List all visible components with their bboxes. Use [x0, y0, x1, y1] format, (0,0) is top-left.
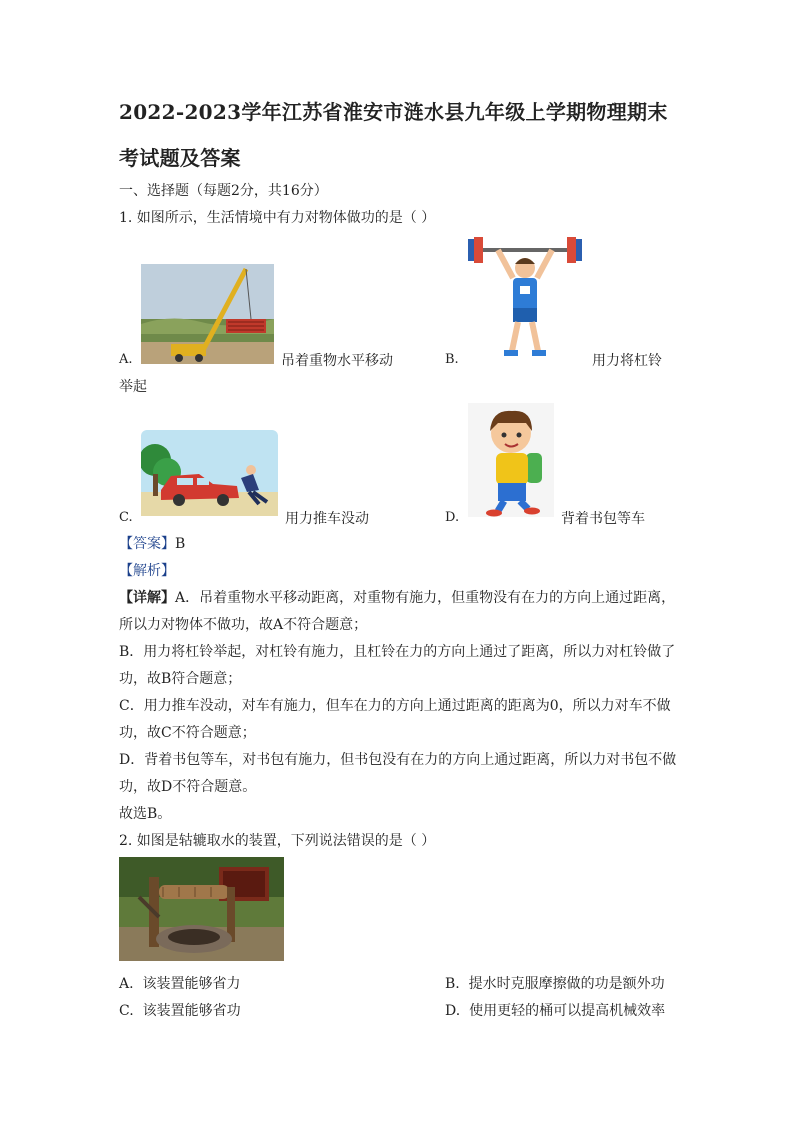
- well-windlass-image: [119, 857, 284, 961]
- q1-option-c-text: 用力推车没动: [285, 511, 369, 527]
- question-2-stem: 2. 如图是轱辘取水的装置，下列说法错误的是（ ）: [119, 833, 436, 849]
- detail-line-6: 功，故C不符合题意；: [119, 725, 256, 741]
- q2-option-c-label: C.: [119, 1003, 134, 1019]
- q1-option-b-label: B.: [445, 352, 459, 367]
- detail-line-8: 功，故D不符合题意。: [119, 779, 257, 795]
- pushing-car-image: [141, 430, 278, 516]
- q2-option-b: [445, 973, 665, 993]
- q1-option-d-text: 背着书包等车: [561, 511, 645, 527]
- q2-option-b-label: B.: [445, 976, 460, 992]
- q1-option-d-label: D.: [445, 510, 460, 525]
- section-heading: 一、选择题（每题2分，共16分）: [119, 183, 328, 199]
- detail-line-1: [119, 587, 675, 607]
- detail-line-2: 所以力对物体不做功，故A不符合题意；: [119, 617, 368, 633]
- q1-answer-line: [119, 533, 185, 553]
- page-title-line-2: 考试题及答案: [119, 146, 241, 170]
- weightlifter-image: [468, 236, 582, 362]
- detail-line-7: D．背着书包等车，对书包有施力，但书包没有在力的方向上通过距离，所以力对书包不做: [119, 752, 677, 768]
- crane-image: [141, 264, 274, 364]
- q2-option-a: [119, 973, 240, 993]
- detail-text-1: A．吊着重物水平移动距离，对重物有施力，但重物没有在力的方向上通过距离，: [175, 590, 676, 606]
- detail-line-3: B．用力将杠铃举起，对杠铃有施力，且杠铃在力的方向上通过了距离，所以力对杠铃做了: [119, 644, 676, 660]
- detail-line-9: 故选B。: [119, 806, 172, 822]
- q2-option-b-text: 提水时克服摩擦做的功是额外功: [468, 976, 665, 992]
- q1-option-a-text: 吊着重物水平移动: [281, 353, 393, 369]
- q1-option-a-label: A.: [119, 352, 133, 367]
- analysis-tag: 【解析】: [119, 563, 175, 579]
- q2-option-a-label: A.: [119, 976, 134, 992]
- answer-tag: 【答案】: [119, 536, 175, 552]
- q1-option-b-text: 用力将杠铃: [592, 353, 662, 369]
- q2-option-d-text: 使用更轻的桶可以提高机械效率: [469, 1003, 666, 1019]
- question-1-stem: 1. 如图所示，生活情境中有力对物体做功的是（ ）: [119, 210, 436, 226]
- page-title-line-1: 2022-2023学年江苏省淮安市涟水县九年级上学期物理期末: [119, 100, 668, 124]
- q2-option-d-label: D.: [445, 1003, 461, 1019]
- q2-option-a-text: 该装置能够省力: [142, 976, 241, 992]
- detail-line-4: 功，故B符合题意；: [119, 671, 242, 687]
- q2-option-c-text: 该装置能够省功: [142, 1003, 241, 1019]
- detail-tag: 【详解】: [119, 590, 175, 606]
- backpack-boy-image: [468, 403, 554, 517]
- answer-value: B: [175, 536, 186, 552]
- detail-line-5: C．用力推车没动，对车有施力，但车在力的方向上通过距离的距离为0，所以力对车不做: [119, 698, 671, 714]
- q2-option-c: [119, 1000, 241, 1020]
- q1-option-b-text-cont: 举起: [119, 379, 147, 395]
- q2-option-d: [445, 1000, 665, 1020]
- q1-option-c-label: C.: [119, 510, 133, 525]
